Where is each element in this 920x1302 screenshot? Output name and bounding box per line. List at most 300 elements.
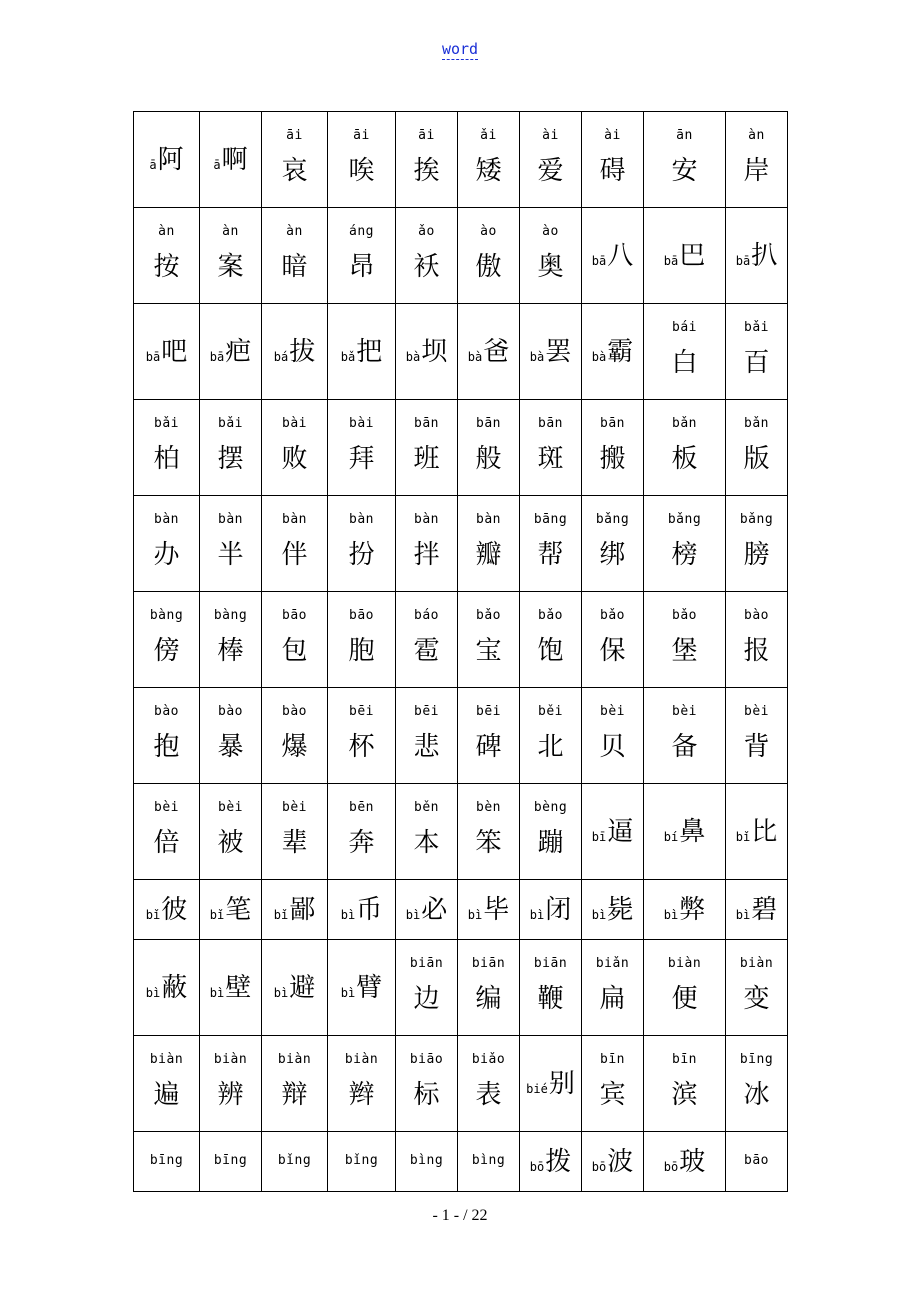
inline-entry	[200, 940, 261, 1035]
pinyin-label: bā	[663, 253, 679, 268]
pinyin-label: bì	[591, 907, 607, 922]
hanzi-character: 北	[537, 732, 564, 762]
pinyin-label: bǎo	[672, 608, 697, 623]
hanzi-character: 败	[281, 444, 308, 474]
pinyin-label: bī	[591, 829, 607, 844]
pinyin-label: bǎ	[340, 349, 356, 364]
pinyin-label: bān	[414, 416, 439, 431]
pinyin-label: bēi	[476, 704, 501, 719]
table-cell	[328, 112, 396, 208]
table-cell	[726, 208, 788, 304]
table-cell	[520, 592, 582, 688]
inline-entry	[262, 940, 327, 1035]
pinyin-label: bīn	[672, 1052, 697, 1067]
hanzi-character: 碍	[599, 156, 626, 186]
pinyin-label: ǎo	[418, 224, 435, 239]
pinyin-label: bān	[538, 416, 563, 431]
table-cell	[262, 880, 328, 940]
pinyin-label: bì	[663, 907, 679, 922]
table-cell	[396, 112, 458, 208]
pinyin-label: bèi	[600, 704, 625, 719]
table-cell	[644, 1132, 726, 1192]
hanzi-character: 傲	[475, 252, 502, 282]
pinyin-label: bào	[744, 608, 769, 623]
pinyin-label: ào	[480, 224, 497, 239]
word-link[interactable]	[0, 40, 920, 58]
table-cell	[134, 400, 200, 496]
pinyin-label: bāo	[744, 1153, 769, 1168]
table-cell	[396, 592, 458, 688]
pinyin-label: àn	[748, 128, 765, 143]
hanzi-character: 扮	[348, 540, 375, 570]
table-cell	[134, 784, 200, 880]
pinyin-label: ài	[542, 128, 559, 143]
table-cell	[458, 880, 520, 940]
pinyin-label: bà	[591, 349, 607, 364]
hanzi-character: 把	[356, 336, 383, 367]
table-cell	[328, 880, 396, 940]
pinyin-label: āi	[418, 128, 435, 143]
hanzi-character: 斑	[537, 444, 564, 474]
hanzi-character: 拔	[289, 336, 316, 367]
hanzi-character: 霸	[607, 336, 634, 367]
inline-entry	[200, 112, 261, 207]
hanzi-character: 便	[671, 984, 698, 1014]
pinyin-label: bǎo	[538, 608, 563, 623]
pinyin-label: bì	[340, 985, 356, 1000]
table-cell	[644, 592, 726, 688]
inline-entry	[262, 304, 327, 399]
pinyin-label: biàn	[277, 1052, 312, 1067]
hanzi-character: 暗	[281, 252, 308, 282]
table-cell	[458, 304, 520, 400]
hanzi-character: 昂	[348, 252, 375, 282]
inline-entry	[396, 304, 457, 399]
inline-entry	[726, 784, 787, 879]
table-cell	[396, 496, 458, 592]
pinyin-label: běn	[414, 800, 439, 815]
pinyin-label: bǎo	[600, 608, 625, 623]
table-cell	[262, 592, 328, 688]
table-cell	[200, 784, 262, 880]
hanzi-character: 宝	[475, 636, 502, 666]
hanzi-character: 拌	[413, 540, 440, 570]
pinyin-label: bà	[467, 349, 483, 364]
hanzi-character: 辩	[281, 1080, 308, 1110]
table-cell	[458, 784, 520, 880]
pinyin-label: bà	[529, 349, 545, 364]
table-row	[134, 592, 788, 688]
inline-entry	[328, 880, 395, 939]
table-cell	[582, 1132, 644, 1192]
table-cell	[520, 1132, 582, 1192]
table-cell	[262, 304, 328, 400]
pinyin-label: báo	[414, 608, 439, 623]
hanzi-character: 板	[671, 444, 698, 474]
table-row	[134, 112, 788, 208]
word-link-text[interactable]: word	[441, 40, 479, 58]
table-cell	[520, 1036, 582, 1132]
hanzi-character: 挨	[413, 156, 440, 186]
pinyin-label: bìng	[409, 1153, 444, 1168]
pinyin-label: ào	[542, 224, 559, 239]
hanzi-character: 帮	[537, 540, 564, 570]
table-cell	[726, 1036, 788, 1132]
hanzi-character: 摆	[217, 444, 244, 474]
table-cell	[328, 1036, 396, 1132]
page-number: - 1 - / 22	[432, 1207, 488, 1224]
table-cell	[458, 688, 520, 784]
table-cell	[328, 940, 396, 1036]
hanzi-character: 彼	[161, 894, 188, 925]
pinyin-label: bàn	[414, 512, 439, 527]
pinyin-label: bǎn	[672, 416, 697, 431]
hanzi-character: 胞	[348, 636, 375, 666]
hanzi-character: 版	[743, 444, 770, 474]
table-row	[134, 784, 788, 880]
hanzi-character: 保	[599, 636, 626, 666]
hanzi-character: 杯	[348, 732, 375, 762]
pinyin-label: bīn	[600, 1052, 625, 1067]
hanzi-character: 悲	[413, 732, 440, 762]
pinyin-label: bì	[273, 985, 289, 1000]
pinyin-label: bǐng	[344, 1153, 379, 1168]
hanzi-character: 阿	[157, 144, 184, 175]
table-cell	[396, 784, 458, 880]
pinyin-label: bié	[526, 1081, 548, 1096]
hanzi-character: 笔	[225, 894, 252, 925]
hanzi-character: 边	[413, 984, 440, 1014]
table-cell	[644, 400, 726, 496]
table-cell	[726, 304, 788, 400]
pinyin-label: ài	[604, 128, 621, 143]
inline-entry	[520, 304, 581, 399]
pinyin-label: bèi	[672, 704, 697, 719]
pinyin-label: bèng	[533, 800, 568, 815]
pinyin-label: àn	[286, 224, 303, 239]
hanzi-character: 拜	[348, 444, 375, 474]
inline-entry	[328, 940, 395, 1035]
pinyin-label: bǎo	[476, 608, 501, 623]
table-cell	[134, 1036, 200, 1132]
table-cell	[200, 112, 262, 208]
pinyin-label: áng	[349, 224, 374, 239]
hanzi-character: 编	[475, 984, 502, 1014]
inline-entry	[520, 1132, 581, 1191]
pinyin-label: bèi	[154, 800, 179, 815]
hanzi-character: 备	[671, 732, 698, 762]
pinyin-label: bǐng	[277, 1153, 312, 1168]
pinyin-label: běi	[538, 704, 563, 719]
table-cell	[200, 1036, 262, 1132]
table-cell	[200, 304, 262, 400]
hanzi-character: 扁	[599, 984, 626, 1014]
inline-entry	[328, 304, 395, 399]
pinyin-label: bì	[145, 985, 161, 1000]
table-cell	[520, 496, 582, 592]
inline-entry	[134, 940, 199, 1035]
pinyin-label: āi	[286, 128, 303, 143]
table-cell	[396, 1036, 458, 1132]
pinyin-label: biàn	[739, 956, 774, 971]
pinyin-label: bāo	[349, 608, 374, 623]
table-cell	[328, 208, 396, 304]
table-cell	[262, 784, 328, 880]
pinyin-label: bān	[476, 416, 501, 431]
pinyin-label: bāo	[282, 608, 307, 623]
table-cell	[396, 880, 458, 940]
inline-entry	[582, 208, 643, 303]
hanzi-character: 避	[289, 972, 316, 1003]
table-cell	[134, 304, 200, 400]
hanzi-character: 啊	[221, 144, 248, 175]
table-cell	[134, 688, 200, 784]
table-cell	[458, 400, 520, 496]
hanzi-character: 疤	[225, 336, 252, 367]
hanzi-character: 玻	[679, 1146, 706, 1177]
table-row	[134, 1132, 788, 1192]
hanzi-character: 吧	[161, 336, 188, 367]
hanzi-character: 搬	[599, 444, 626, 474]
pinyin-label: bìng	[471, 1153, 506, 1168]
hanzi-character: 岸	[743, 156, 770, 186]
table-cell	[262, 1132, 328, 1192]
table-cell	[328, 592, 396, 688]
hanzi-character: 百	[743, 348, 770, 378]
table-cell	[644, 208, 726, 304]
table-cell	[262, 496, 328, 592]
hanzi-character: 必	[421, 894, 448, 925]
hanzi-character: 辈	[281, 828, 308, 858]
hanzi-character: 壁	[225, 972, 252, 1003]
table-cell	[134, 940, 200, 1036]
table-cell	[582, 940, 644, 1036]
hanzi-character: 拨	[545, 1146, 572, 1177]
pinyin-label: bō	[663, 1159, 679, 1174]
table-cell	[262, 688, 328, 784]
pinyin-label: bàng	[149, 608, 184, 623]
table-row	[134, 688, 788, 784]
hanzi-character: 遍	[153, 1080, 180, 1110]
pinyin-label: biān	[471, 956, 506, 971]
table-cell	[458, 940, 520, 1036]
hanzi-character: 碑	[475, 732, 502, 762]
table-row	[134, 304, 788, 400]
hanzi-character: 冰	[743, 1080, 770, 1110]
pinyin-label: biān	[409, 956, 444, 971]
pinyin-label: āi	[353, 128, 370, 143]
hanzi-character: 案	[217, 252, 244, 282]
hanzi-character: 堡	[671, 636, 698, 666]
pinyin-label: bǐ	[735, 829, 751, 844]
pinyin-label: bì	[467, 907, 483, 922]
hanzi-character: 弊	[679, 894, 706, 925]
table-cell	[262, 1036, 328, 1132]
pinyin-label: bèi	[218, 800, 243, 815]
table-cell	[134, 112, 200, 208]
pinyin-label: bā	[591, 253, 607, 268]
hanzi-character: 蹦	[537, 828, 564, 858]
pinyin-label: bì	[340, 907, 356, 922]
table-cell	[582, 880, 644, 940]
pinyin-label: bào	[218, 704, 243, 719]
hanzi-character: 滨	[671, 1080, 698, 1110]
table-cell	[726, 688, 788, 784]
hanzi-character: 榜	[671, 540, 698, 570]
hanzi-character: 波	[607, 1146, 634, 1177]
pinyin-label: bā	[209, 349, 225, 364]
table-cell	[396, 940, 458, 1036]
inline-entry	[726, 880, 787, 939]
hanzi-character: 蔽	[161, 972, 188, 1003]
pinyin-label: bǐ	[273, 907, 289, 922]
inline-entry	[134, 304, 199, 399]
pinyin-label: ā	[149, 157, 157, 172]
hanzi-character: 倍	[153, 828, 180, 858]
hanzi-character: 被	[217, 828, 244, 858]
table-cell	[458, 592, 520, 688]
table-cell	[726, 880, 788, 940]
table-row	[134, 880, 788, 940]
hanzi-character: 别	[548, 1068, 575, 1099]
hanzi-character: 币	[356, 894, 383, 925]
pinyin-label: bǎi	[218, 416, 243, 431]
pinyin-label: bí	[663, 829, 679, 844]
table-body	[134, 112, 788, 1192]
hanzi-character: 傍	[153, 636, 180, 666]
pinyin-label: bàn	[218, 512, 243, 527]
hanzi-character: 唉	[348, 156, 375, 186]
hanzi-character: 背	[743, 732, 770, 762]
pinyin-label: bào	[282, 704, 307, 719]
pinyin-label: bīng	[149, 1153, 184, 1168]
table-cell	[520, 940, 582, 1036]
inline-entry	[262, 880, 327, 939]
table-cell	[262, 400, 328, 496]
pinyin-label: bā	[735, 253, 751, 268]
pinyin-label: bēn	[349, 800, 374, 815]
inline-entry	[396, 880, 457, 939]
table-cell	[134, 208, 200, 304]
pinyin-label: bō	[591, 1159, 607, 1174]
hanzi-character: 臂	[356, 972, 383, 1003]
hanzi-character: 罢	[545, 336, 572, 367]
inline-entry	[644, 784, 725, 879]
table-cell	[458, 496, 520, 592]
hanzi-character: 鼻	[679, 816, 706, 847]
pinyin-label: bì	[405, 907, 421, 922]
pinyin-label: bèi	[282, 800, 307, 815]
table-cell	[200, 940, 262, 1036]
hanzi-character: 八	[607, 240, 634, 271]
pinyin-label: bàn	[476, 512, 501, 527]
hanzi-character: 棒	[217, 636, 244, 666]
hanzi-character: 毙	[607, 894, 634, 925]
hanzi-character: 爸	[483, 336, 510, 367]
table-cell	[458, 1132, 520, 1192]
table-cell	[328, 688, 396, 784]
inline-entry	[644, 1132, 725, 1191]
hanzi-character: 半	[217, 540, 244, 570]
pinyin-label: biàn	[667, 956, 702, 971]
table-cell	[644, 304, 726, 400]
table-cell	[396, 208, 458, 304]
hanzi-character: 笨	[475, 828, 502, 858]
inline-entry	[134, 880, 199, 939]
inline-entry	[520, 1036, 581, 1131]
table-cell	[726, 784, 788, 880]
hanzi-character: 贝	[599, 732, 626, 762]
table-cell	[582, 400, 644, 496]
table-cell	[726, 112, 788, 208]
pinyin-label: bīng	[739, 1052, 774, 1067]
hanzi-character: 爆	[281, 732, 308, 762]
table-cell	[582, 496, 644, 592]
table-cell	[200, 208, 262, 304]
hanzi-character: 比	[751, 816, 778, 847]
table-cell	[644, 688, 726, 784]
table-cell	[200, 1132, 262, 1192]
hanzi-character: 毕	[483, 894, 510, 925]
table-cell	[458, 208, 520, 304]
hanzi-character: 哀	[281, 156, 308, 186]
inline-entry	[134, 112, 199, 207]
pinyin-label: bīng	[213, 1153, 248, 1168]
pinyin-label: biāo	[409, 1052, 444, 1067]
inline-entry	[726, 208, 787, 303]
table-cell	[200, 400, 262, 496]
table-cell	[200, 880, 262, 940]
pinyin-label: bō	[529, 1159, 545, 1174]
inline-entry	[644, 880, 725, 939]
hanzi-character: 安	[671, 156, 698, 186]
pinyin-label: bá	[273, 349, 289, 364]
table-row	[134, 400, 788, 496]
table-cell	[134, 496, 200, 592]
pinyin-label: ǎi	[480, 128, 497, 143]
hanzi-character: 鞭	[537, 984, 564, 1014]
hanzi-character: 本	[413, 828, 440, 858]
pinyin-label: bèi	[744, 704, 769, 719]
table-cell	[520, 304, 582, 400]
hanzi-character: 雹	[413, 636, 440, 666]
hanzi-character: 膀	[743, 540, 770, 570]
hanzi-character: 瓣	[475, 540, 502, 570]
table-cell	[726, 592, 788, 688]
table-cell	[458, 112, 520, 208]
pinyin-label: bàn	[349, 512, 374, 527]
inline-entry	[458, 880, 519, 939]
pinyin-label: bā	[145, 349, 161, 364]
table-cell	[726, 1132, 788, 1192]
pinyin-label: bài	[349, 416, 374, 431]
table-row	[134, 1036, 788, 1132]
table-row	[134, 208, 788, 304]
hanzi-character: 暴	[217, 732, 244, 762]
table-cell	[582, 784, 644, 880]
table-cell	[582, 1036, 644, 1132]
hanzi-character: 巴	[679, 240, 706, 271]
hanzi-character: 标	[413, 1080, 440, 1110]
pinyin-label: bǎng	[667, 512, 702, 527]
pinyin-label: bēi	[349, 704, 374, 719]
pinyin-label: bǎng	[739, 512, 774, 527]
table-cell	[262, 208, 328, 304]
inline-entry	[458, 304, 519, 399]
hanzi-character: 奔	[348, 828, 375, 858]
inline-entry	[582, 304, 643, 399]
hanzi-character: 变	[743, 984, 770, 1014]
